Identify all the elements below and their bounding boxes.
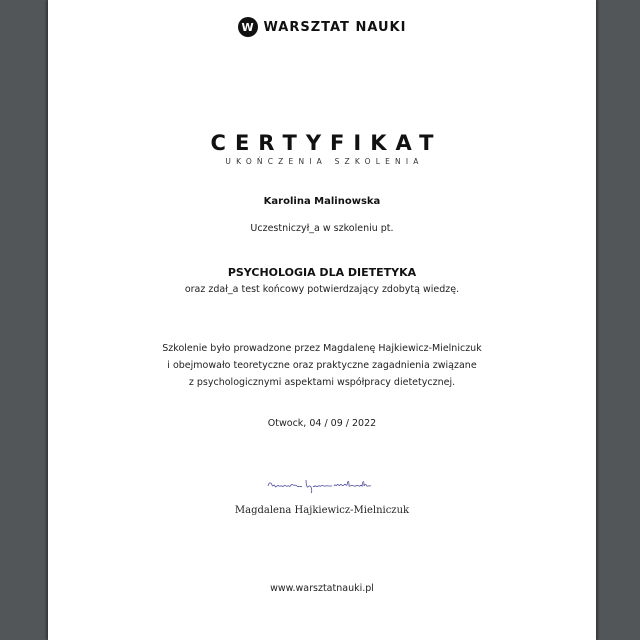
website-link[interactable]: www.warsztatnauki.pl (270, 583, 374, 594)
description-line: z psychologicznymi aspektami współpracy dietetycznej. (188, 377, 456, 388)
course-title: PSYCHOLOGIA DLA DIETETYKA (227, 266, 417, 279)
description-line: Szkolenie było prowadzone przez Magdalenę Hajkiewicz-Mielniczuk (162, 343, 482, 354)
participated-text: Uczestniczył_a w szkoleniu pt. (250, 223, 394, 234)
signer-name: Magdalena Hajkiewicz-Mielniczuk (234, 505, 410, 516)
signature-image (266, 474, 376, 496)
brand-name: WARSZTAT NAUKI (263, 19, 407, 35)
certificate-subtitle: UKOŃCZENIA SZKOLENIA (225, 157, 424, 166)
brand-header (48, 17, 596, 37)
course-description (48, 340, 596, 391)
description-line: i obejmowało teoretyczne oraz praktyczne zagadnienia związane (167, 360, 477, 371)
place-date: Otwock, 04 / 09 / 2022 (267, 418, 377, 429)
certificate-title: CERTYFIKAT (210, 131, 443, 155)
passed-text: oraz zdał_a test końcowy potwierdzający zdobytą wiedzę. (184, 284, 460, 295)
certificate-page (48, 0, 596, 640)
recipient-name: Karolina Malinowska (263, 196, 381, 207)
circle-w-logo-icon: W (238, 17, 258, 37)
